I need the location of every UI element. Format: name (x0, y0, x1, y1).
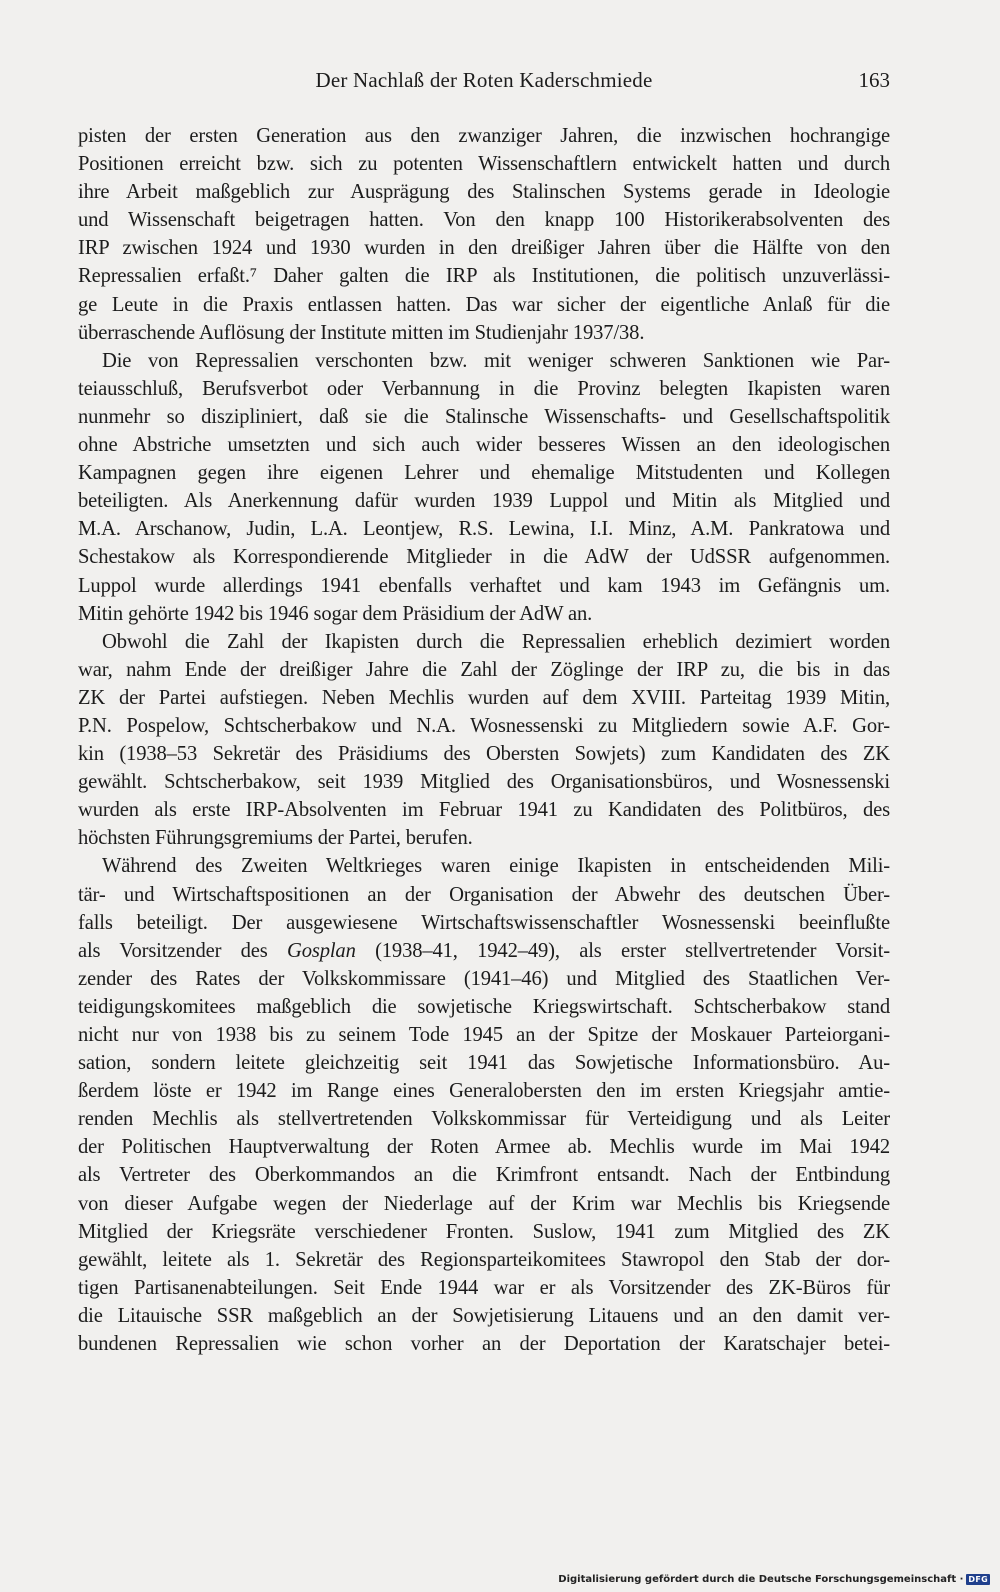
text-line: Obwohl die Zahl der Ikapisten durch die Repressalien erheblich dezimiert worden (102, 630, 890, 653)
italic-term: Gosplan (286, 939, 356, 962)
text-line: Während des Zweiten Weltkrieges waren einige Ikapisten in entscheidenden Mili- (102, 855, 890, 878)
text-line: bundenen Repressalien wie schon vorher an der Deportation der Karatschajer betei- (78, 1333, 890, 1356)
running-title: Der Nachlaß der Roten Kaderschmiede (315, 68, 653, 92)
text-line: nicht nur von 1938 bis zu seinem Tode 1945 an der Spitze der Moskauer Parteiorgani- (78, 1024, 890, 1046)
text-line: Luppol wurde allerdings 1941 ebenfalls verhaftet und kam 1943 im Gefängnis um. (78, 574, 890, 597)
text-line: ihre Arbeit maßgeblich zur Ausprägung des Stalinschen Systems gerade in Ideologie (78, 181, 890, 204)
text-line: kin (1938–53 Sekretär des Präsidiums des Obersten Sowjets) zum Kandidaten des ZK (78, 743, 890, 766)
body-text (78, 122, 890, 1358)
text-line: gewählt. Schtscherbakow, seit 1939 Mitglied des Organisationsbüros, und Wosnessenski (78, 771, 890, 794)
text-line: Kampagnen gegen ihre eigenen Lehrer und ehemalige Mitstudenten und Kollegen (78, 462, 890, 485)
text-line: ge Leute in die Praxis entlassen hatten. Das war sicher der eigentliche Anlaß für die (78, 293, 890, 316)
text-line: war, nahm Ende der dreißiger Jahre die Zahl der Zöglinge der IRP zu, die bis in das (78, 658, 890, 681)
text-line: als Vertreter des Oberkommandos an die Krimfront entsandt. Nach der Entbindung (78, 1164, 890, 1187)
text-line: von dieser Aufgabe wegen der Niederlage auf der Krim war Mechlis bis Kriegsende (78, 1192, 890, 1215)
page-header (78, 68, 890, 98)
text-line: renden Mechlis als stellvertretenden Volkskommissar für Verteidigung und als Leiter (78, 1108, 890, 1131)
text-line: gewählt, leitete als 1. Sekretär des Regionsparteikomitees Stawropol den Stab der dor- (78, 1248, 890, 1271)
text-line: überraschende Auflösung der Institute mitten im Studienjahr 1937/38. (78, 321, 645, 344)
text-line: ZK der Partei aufstiegen. Neben Mechlis wurden auf dem XVIII. Parteitag 1939 Mitin, (78, 686, 890, 709)
text-line: sation, sondern leitete gleichzeitig seit 1941 das Sowjetische Informationsbüro. Au- (78, 1052, 890, 1075)
text-line: nunmehr so diszipliniert, daß sie die Stalinsche Wissenschafts- und Gesellschaftspolitik (78, 405, 890, 428)
text-line: tigen Partisanenabteilungen. Seit Ende 1944 war er als Vorsitzender des ZK-Büros für (78, 1276, 890, 1299)
text-line: ßerdem löste er 1942 im Range eines Generalobersten den im ersten Kriegsjahr amtie- (78, 1080, 890, 1103)
text-line: die Litauische SSR maßgeblich an der Sowjetisierung Litauens und an den damit ver- (78, 1304, 890, 1327)
text-line: und Wissenschaft beigetragen hatten. Von den knapp 100 Historikerabsolventen des (78, 209, 890, 232)
text-line: als Vorsitzender des Gosplan (1938–41, 1942–49), als erster stellvertretender Vorsit- (78, 939, 890, 962)
digitization-footer (558, 1572, 990, 1586)
text-line: IRP zwischen 1924 und 1930 wurden in den dreißiger Jahren über die Hälfte von den (78, 237, 890, 260)
text-line: falls beteiligt. Der ausgewiesene Wirtschaftswissenschaftler Wosnessenski beeinflußte (78, 911, 890, 934)
text-line: M.A. Arschanow, Judin, L.A. Leontjew, R.S. Lewina, I.I. Minz, A.M. Pankratowa und (78, 518, 890, 541)
text-line: Schestakow als Korrespondierende Mitglieder in die AdW der UdSSR aufgenommen. (78, 546, 890, 569)
text-line: teiausschluß, Berufsverbot oder Verbannung in die Provinz belegten Ikapisten waren (78, 377, 890, 400)
text-line: Mitglied der Kriegsräte verschiedener Fronten. Suslow, 1941 zum Mitglied des ZK (78, 1220, 890, 1243)
text-line: teidigungskomitees maßgeblich die sowjetische Kriegswirtschaft. Schtscherbakow stand (78, 995, 890, 1018)
footer-credit: Digitalisierung gefördert durch die Deutsche Forschungsgemeinschaft · (558, 1573, 964, 1585)
text-line: der Politischen Hauptverwaltung der Roten Armee ab. Mechlis wurde im Mai 1942 (78, 1136, 890, 1159)
text-line: tär- und Wirtschaftspositionen an der Organisation der Abwehr des deutschen Über- (78, 883, 890, 906)
text-line: Positionen erreicht bzw. sich zu potenten Wissenschaftlern entwickelt hatten und durch (78, 153, 890, 176)
text-line: pisten der ersten Generation aus den zwanziger Jahren, die inzwischen hochrangige (78, 125, 890, 147)
text-line: wurden als erste IRP-Absolventen im Februar 1941 zu Kandidaten des Politbüros, des (78, 799, 890, 822)
text-line: ohne Abstriche umsetzten und sich auch wider besseres Wissen an den ideologischen (78, 434, 890, 457)
text-line: Die von Repressalien verschonten bzw. mit weniger schweren Sanktionen wie Par- (102, 349, 890, 372)
dfg-logo-icon: DFG (968, 1574, 988, 1584)
text-line: P.N. Pospelow, Schtscherbakow und N.A. Wosnessenski zu Mitgliedern sowie A.F. Gor- (78, 714, 890, 737)
text-line: Mitin gehörte 1942 bis 1946 sogar dem Präsidium der AdW an. (78, 602, 593, 625)
text-line: höchsten Führungsgremiums der Partei, berufen. (78, 827, 473, 850)
page-number: 163 (858, 68, 890, 92)
text-line: zender des Rates der Volkskommissare (1941–46) und Mitglied des Staatlichen Ver- (78, 967, 890, 990)
text-line: beteiligten. Als Anerkennung dafür wurden 1939 Luppol und Mitin als Mitglied und (78, 490, 890, 513)
text-line: Repressalien erfaßt.⁷ Daher galten die IRP als Institutionen, die politisch unzuverlässi- (78, 265, 890, 288)
